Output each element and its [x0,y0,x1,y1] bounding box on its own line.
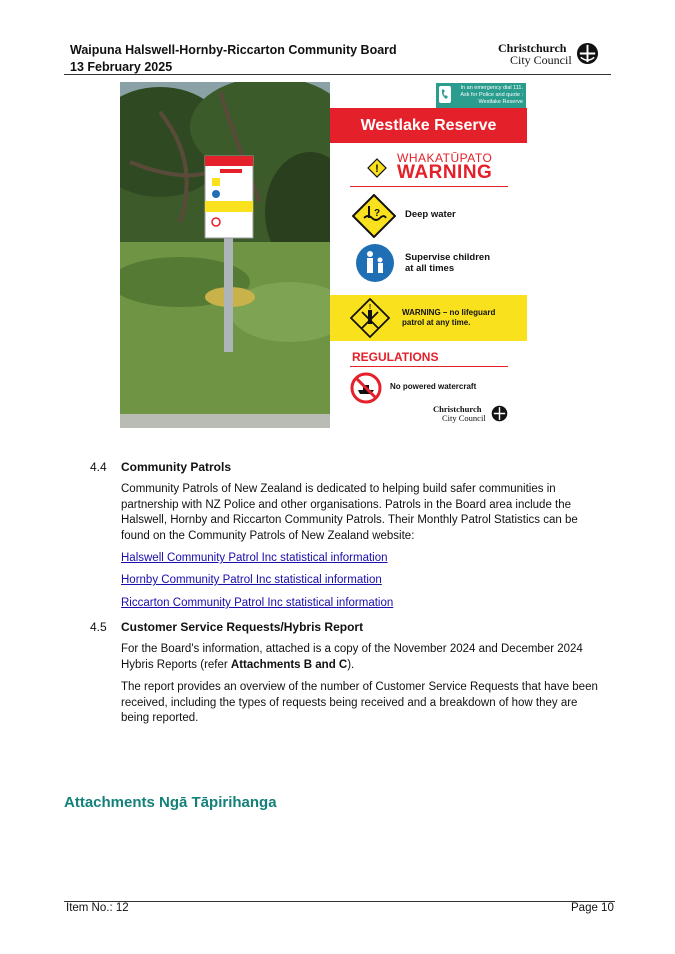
warning-label: WARNING [397,162,493,183]
lifeguard-line1: WARNING – no lifeguard [402,308,496,317]
lifeguard-label [402,308,495,328]
hybris-paragraph-2 [121,680,603,727]
svg-text:!: ! [368,304,372,311]
attachments-heading: Attachments Ngā Tāpirihanga [64,794,277,811]
paragraph-line: received, including the types of requests being received and a breakdown of how they are [121,696,578,709]
supervise-children-icon [355,243,395,283]
svg-text:!: ! [375,163,379,175]
deep-water-icon [352,194,396,238]
sign-title: Westlake Reserve [330,108,527,143]
footer-page-number: Page 10 [571,902,614,914]
link-hornby-patrol[interactable]: Hornby Community Patrol Inc statistical information [121,574,382,586]
logo-text-line1: Christchurch [498,41,567,55]
emergency-line3: Westlake Reserve [478,99,523,105]
sign-council-emblem-icon [491,405,508,422]
no-lifeguard-icon [350,298,390,338]
lifeguard-line2: patrol at any time. [402,318,471,327]
sign-logo-line1: Christchurch [433,404,482,414]
warning-triangle-icon [367,158,387,178]
svg-text:?: ? [373,208,381,219]
section-heading-hybris-report: Customer Service Requests/Hybris Report [121,620,364,634]
paragraph-line: partnership with NZ Police and other organisations. Patrols in the Board area include the [121,498,572,511]
westlake-reserve-sign [330,82,527,428]
header-rule [64,74,611,75]
logo-text-line2: City Council [510,53,572,67]
emergency-line1: In an emergency dial 111. [460,85,523,91]
emergency-notice [436,83,526,108]
deep-water-label: Deep water [405,209,456,220]
council-emblem-icon [576,42,599,65]
reserve-sign-photo [120,82,332,428]
link-riccarton-patrol[interactable]: Riccarton Community Patrol Inc statistical information [121,597,394,609]
section-heading-community-patrols: Community Patrols [121,460,232,474]
paragraph-line: For the Board's information, attached is a copy of the November 2024 and December 2024 [121,643,583,655]
meeting-date: 13 February 2025 [70,60,173,74]
paragraph-line: Halswell, Hornby and Riccarton Community Patrols. Their Monthly Patrol Statistics can be [121,514,578,527]
text-run: ). [347,658,355,671]
footer-rule [64,901,615,902]
regulations-heading: REGULATIONS [352,350,439,364]
paragraph-line [121,658,603,674]
text-run: Hybris Reports (refer [121,658,231,671]
paragraph-line: found on the Community Patrols of New Zealand website: [121,529,415,542]
paragraph-line: being reported. [121,712,199,725]
phone-icon [439,86,451,103]
no-powered-watercraft-icon [350,372,382,404]
section-number: 4.4 [90,460,107,474]
footer-item-number: Item No.: 12 [66,902,129,914]
supervise-line2: at all times [405,263,455,274]
section-number: 4.5 [90,620,107,634]
community-patrols-paragraph [121,482,603,544]
supervise-label [405,252,490,274]
regulations-divider [350,366,508,367]
no-watercraft-label: No powered watercraft [390,382,477,391]
supervise-line1: Supervise children [405,252,491,263]
emergency-line2: Ask for Police and quote : [460,92,523,98]
sign-divider [350,186,508,187]
christchurch-logo [498,41,602,69]
paragraph-line: The report provides an overview of the number of Customer Service Requests that have been [121,681,598,693]
link-halswell-patrol[interactable]: Halswell Community Patrol Inc statistical information [121,552,388,564]
page-header-title [70,42,430,76]
paragraph-line: Community Patrols of New Zealand is dedicated to helping build safer communities in [121,483,556,495]
photo-illustration [120,82,332,428]
attachments-reference: Attachments B and C [230,658,348,671]
hybris-paragraph-1 [121,642,603,673]
sign-logo-line2: City Council [442,413,486,423]
warning-maori: WHAKATŪPATO [397,151,493,165]
board-name: Waipuna Halswell-Hornby-Riccarton Community Board [70,43,397,57]
